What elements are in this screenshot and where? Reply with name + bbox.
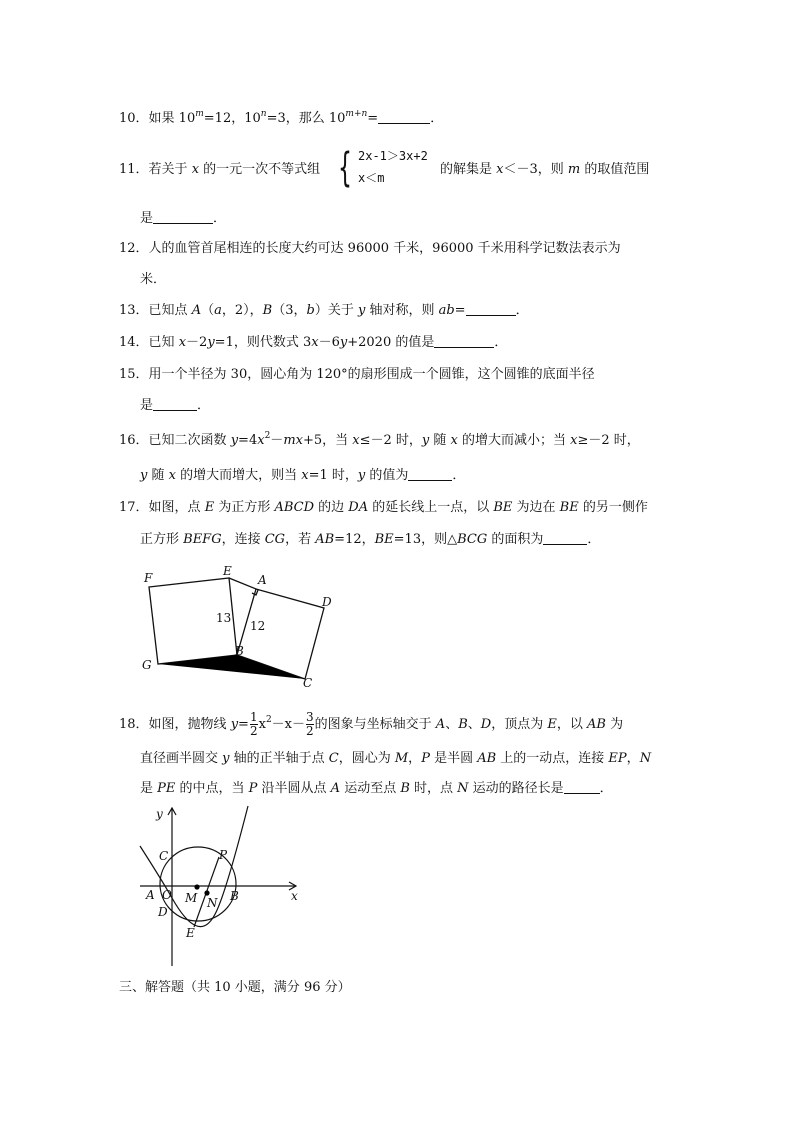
question-13: 13．已知点 A（a，2），B（3，b）关于 y 轴对称，则 ab= ． xyxy=(119,303,529,318)
question-12-cont: 米． xyxy=(140,272,167,287)
label-N: N xyxy=(207,896,218,910)
question-number: 18． xyxy=(119,717,149,732)
label-D: D xyxy=(322,595,332,609)
label-C: C xyxy=(303,676,313,690)
label-O: O xyxy=(162,888,172,902)
question-number: 16． xyxy=(119,433,149,448)
point-m xyxy=(194,884,199,889)
label-M: M xyxy=(185,891,198,905)
question-number: 17． xyxy=(119,500,149,515)
inequality-row-1: 2x-1＞3x+2 xyxy=(358,149,428,163)
label-D: D xyxy=(158,905,168,919)
question-10: 10．如果 $10^m=12$，$10^n=3$，那么 $10^{m+n}=$ ． xyxy=(119,109,444,126)
question-16-cont: y 随 x 的增大而增大，则当 x=1 时，y 的值为 ． xyxy=(140,468,466,483)
fraction-one-half: $\frac{1}{2}$ xyxy=(249,710,258,738)
question-18-cont-2: 是 PE 的中点，当 P 沿半圆从点 A 运动至点 B 时，点 N 运动的路径长是 ． xyxy=(140,781,613,796)
label-13: 13 xyxy=(216,611,232,625)
question-11-tail: 的解集是 x＜－3，则 m 的取值范围 xyxy=(440,162,650,177)
question-number: 11． xyxy=(119,162,149,177)
question-18-cont-1: 直径画半圆交 y 轴的正半轴于点 C，圆心为 M，P 是半圆 AB 上的一动点，连接 EP，N xyxy=(140,751,652,766)
question-18: 18．如图，抛物线 y= $\frac{1}{2}$ $x^2-x-$ $\frac{3}{2}$ 的图象与坐标轴交于 A、B、D，顶点为 E，以 AB 为 xyxy=(119,710,624,738)
question-number: 15． xyxy=(119,367,149,382)
label-G: G xyxy=(142,658,152,672)
label-B: B xyxy=(230,889,239,903)
question-16: 16．已知二次函数 $y=4x^2-mx+5$，当 x≤－2 时，y 随 x 的增大而减小；当 x≥－2 时， xyxy=(119,431,640,448)
label-F: F xyxy=(144,571,153,585)
question-12: 12．人的血管首尾相连的长度大约可达 96000 千米，96000 千米用科学记数法表示为 xyxy=(119,241,621,256)
label-B: B xyxy=(235,644,244,658)
question-number: 14． xyxy=(119,335,149,350)
question-15: 15．用一个半径为 30，圆心角为 120°的扇形围成一个圆锥，这个圆锥的底面半径 xyxy=(119,367,595,382)
label-y: y xyxy=(156,807,163,821)
label-12: 12 xyxy=(250,619,266,633)
question-11-cont: 是 ． xyxy=(140,211,227,226)
inequality-row-2: x＜m xyxy=(358,171,385,185)
label-x: x xyxy=(291,889,298,903)
question-11: 11．若关于 x 的一元一次不等式组 xyxy=(119,162,321,177)
label-E: E xyxy=(186,926,195,940)
section-heading: 三、解答题（共 10 小题，满分 96 分） xyxy=(119,980,351,995)
label-A: A xyxy=(146,888,155,902)
label-A: A xyxy=(258,573,267,587)
question-number: 12． xyxy=(119,241,149,256)
label-E: E xyxy=(223,564,232,578)
label-C: C xyxy=(159,849,169,863)
point-n xyxy=(204,890,209,895)
question-number: 13． xyxy=(119,303,149,318)
left-brace-icon: { xyxy=(338,145,352,191)
question-15-cont: 是 ． xyxy=(140,398,211,413)
question-17-cont: 正方形 BEFG，连接 CG，若 AB=12，BE=13，则△BCG 的面积为 ． xyxy=(140,532,601,547)
label-P: P xyxy=(219,848,228,862)
question-17: 17．如图，点 E 为正方形 ABCD 的边 DA 的延长线上一点，以 BE 为边在 BE 的另一侧作 xyxy=(119,500,648,515)
question-14: 14．已知 x－2y=1，则代数式 3x－6y+2020 的值是 ． xyxy=(119,335,508,350)
question-number: 10． xyxy=(119,111,149,126)
fraction-three-halves: $\frac{3}{2}$ xyxy=(306,710,314,738)
